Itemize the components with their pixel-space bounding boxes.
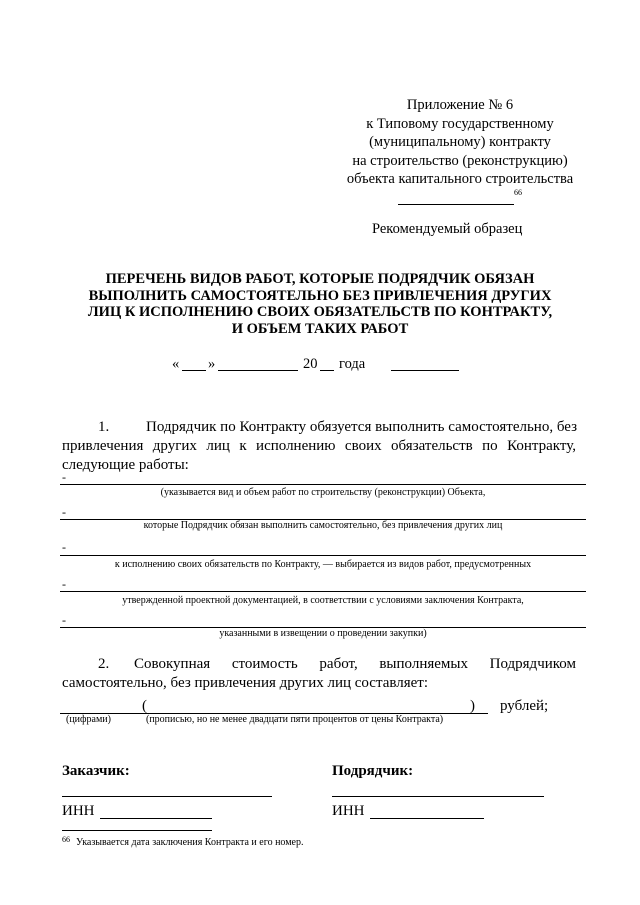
work-row-line [60,484,586,485]
currency-label: рублей; [500,698,549,714]
appendix-line: Приложение № 6 [406,97,514,113]
work-row-caption: к исполнению своих обязательств по Контракту, — выбирается из видов работ, предусмотренных [114,559,532,570]
work-row-caption: (указывается вид и объем работ по строительству (реконструкции) Объекта, [160,487,486,498]
contractor-label: Подрядчик: [332,763,414,779]
clause2-word: Подрядчиком [489,656,576,672]
caption-digits: (цифрами) [66,714,111,725]
contractor-signature-line[interactable] [332,796,544,797]
clause1-line2: привлечения других лиц к исполнению своих обязательств по Контракту, [62,438,576,454]
work-row-dash: - [62,470,66,484]
year-suffix: года [339,356,366,372]
work-row-caption: утвержденной проектной документацией, в соответствии с условиями заключения Контракта, [122,595,524,606]
clause2-word: стоимость [231,656,298,672]
customer-signature-line[interactable] [62,796,272,797]
clause2-word: выполняемых [379,656,468,672]
title-line: И ОБЪЕМ ТАКИХ РАБОТ [231,320,409,337]
year-prefix: 20 [303,356,318,372]
clause1-number: 1. [98,419,110,435]
contractor-inn-label: ИНН [332,803,365,819]
work-row-dash: - [62,577,66,591]
work-row-dash: - [62,505,66,519]
clause1-line1: Подрядчик по Контракту обязуется выполнить самостоятельно, без [146,419,578,435]
footnote-text: Указывается дата заключения Контракта и его номер. [76,837,304,848]
appendix-line: к Типовому государственному [366,115,554,132]
work-row-dash: - [62,613,66,627]
title-line: ПЕРЕЧЕНЬ ВИДОВ РАБОТ, КОТОРЫЕ ПОДРЯДЧИК ОБЯЗАН [105,271,535,287]
month-blank [218,370,298,371]
clause2-line2: самостоятельно, без привлечения других лиц составляет: [62,675,429,691]
title-line: ВЫПОЛНИТЬ САМОСТОЯТЕЛЬНО БЕЗ ПРИВЛЕЧЕНИЯ ДРУГИХ [88,287,552,304]
appendix-header [330,96,590,189]
sample-label: Рекомендуемый образец [372,221,523,237]
date-open-quote: « [172,356,180,372]
title-line: ЛИЦ К ИСПОЛНЕНИЮ СВОИХ ОБЯЗАТЕЛЬСТВ ПО КОНТРАКТУ, [87,304,553,320]
number-blank [391,370,459,371]
amount-open-paren: ( [142,698,147,714]
day-blank [182,370,206,371]
clause2-number: 2. [98,656,110,672]
work-row-caption: которые Подрядчик обязан выполнить самостоятельно, без привлечения других лиц [143,520,503,531]
footnote-separator [62,830,212,831]
document-title [60,271,580,337]
year-blank [320,370,334,371]
contractor-inn-field[interactable] [370,818,484,819]
customer-inn-field[interactable] [100,818,212,819]
footnote-marker: 66 [514,188,522,197]
work-row-line [60,591,586,592]
clause1-line3: следующие работы: [62,457,189,473]
clause2-word: работ, [319,656,358,672]
appendix-line: объекта капитального строительства [346,171,574,187]
clause2-line1 [134,655,576,674]
work-row-caption: указанными в извещении о проведении закупки) [219,628,427,639]
amount-close-paren: ) [470,698,475,714]
work-row-dash: - [62,540,66,554]
appendix-line: на строительство (реконструкцию) [352,152,568,169]
footnote-number: 66 [62,835,70,844]
date-close-quote: » [208,356,216,372]
customer-inn-label: ИНН [62,803,95,819]
work-row-line [60,555,586,556]
caption-words: (прописью, но не менее двадцати пяти процентов от цены Контракта) [146,714,444,725]
appendix-line: (муниципальному) контракту [369,134,551,150]
customer-label: Заказчик: [62,763,130,779]
clause2-word: Совокупная [134,656,211,672]
appendix-underline [398,204,514,205]
